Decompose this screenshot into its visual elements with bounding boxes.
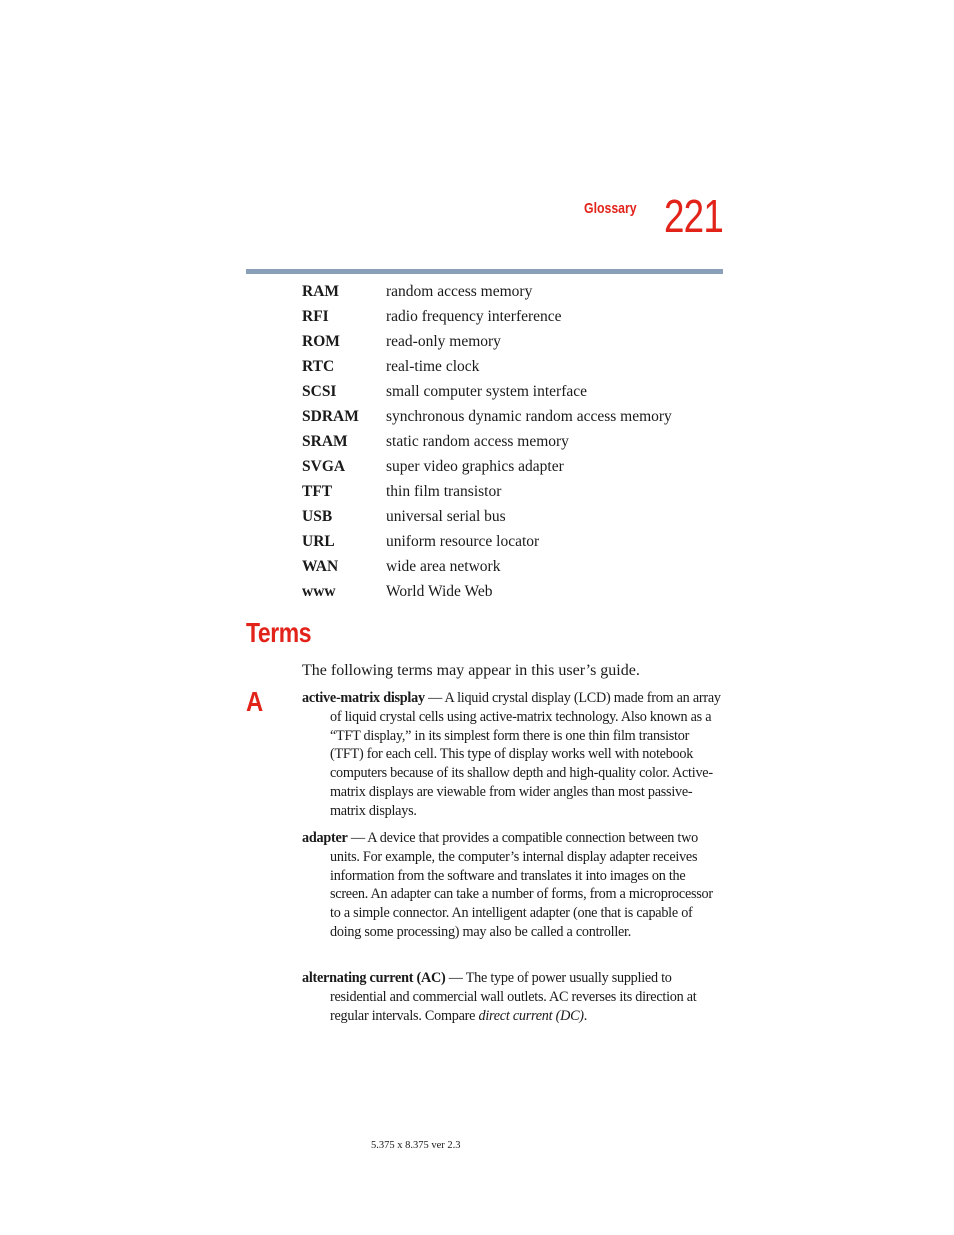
acronym-row: [302, 483, 722, 508]
acronym-definition: universal serial bus: [386, 508, 506, 525]
acronym-row: [302, 558, 722, 583]
acronym-row: [302, 433, 722, 458]
acronym-definition: small computer system interface: [386, 383, 588, 400]
acronym-definition: wide area network: [386, 558, 501, 575]
acronym-row: [302, 358, 722, 383]
acronym-term: USB: [302, 508, 333, 525]
terms-heading: Terms: [246, 617, 312, 648]
glossary-definition: — A device that provides a compatible connection between two units. For example, the computer’s internal display adapter receives information from the software and translates it into images on the screen. An adapter can take a number of forms, from a microprocessor to a simple connector. An intelligent adapter (one that is capable of doing some processing) may also be called a controller.: [330, 830, 713, 940]
page-number: 221: [664, 190, 723, 242]
acronym-definition: random access memory: [386, 283, 533, 300]
acronym-definition: World Wide Web: [386, 583, 493, 600]
acronym-row: [302, 308, 722, 333]
acronym-row: [302, 333, 722, 358]
acronym-row: [302, 583, 722, 608]
acronym-row: [302, 408, 722, 433]
acronym-term: ROM: [302, 333, 340, 350]
glossary-definition-end: .: [583, 1007, 588, 1024]
glossary-entry: [302, 829, 722, 942]
terms-intro: The following terms may appear in this user’s guide.: [302, 662, 640, 679]
acronym-row: [302, 383, 722, 408]
header-rule: [246, 269, 723, 274]
alphabet-letter-marker: A: [246, 686, 264, 717]
acronym-term: WAN: [302, 558, 339, 575]
acronym-definition: radio frequency interference: [386, 308, 562, 325]
header-section-title: Glossary: [584, 200, 637, 217]
acronym-term: RTC: [302, 358, 335, 375]
glossary-definition: — The type of power usually supplied to residential and commercial wall outlets. AC reverses its direction at regular intervals. Compare: [330, 970, 697, 1024]
acronym-definition: uniform resource locator: [386, 533, 540, 550]
glossary-term: alternating current (AC): [302, 970, 446, 986]
acronym-term: www: [302, 583, 336, 600]
page-footer: 5.375 x 8.375 ver 2.3: [371, 1140, 461, 1151]
glossary-term: active-matrix display: [302, 690, 425, 706]
acronym-term: SVGA: [302, 458, 346, 475]
acronym-term: SRAM: [302, 433, 348, 450]
acronym-row: [302, 508, 722, 533]
acronym-definition: synchronous dynamic random access memory: [386, 408, 672, 425]
acronym-term: SDRAM: [302, 408, 359, 425]
acronym-definition: super video graphics adapter: [386, 458, 564, 475]
acronym-row: [302, 458, 722, 483]
acronym-list: [302, 283, 722, 608]
acronym-definition: thin film transistor: [386, 483, 502, 500]
acronym-definition: real-time clock: [386, 358, 480, 375]
glossary-entry: [302, 969, 722, 1025]
acronym-term: SCSI: [302, 383, 337, 400]
acronym-row: [302, 533, 722, 558]
acronym-term: TFT: [302, 483, 333, 500]
acronym-definition: read-only memory: [386, 333, 501, 350]
cross-reference: direct current (DC): [478, 1007, 584, 1024]
acronym-definition: static random access memory: [386, 433, 569, 450]
acronym-term: RAM: [302, 283, 340, 300]
acronym-row: [302, 283, 722, 308]
glossary-entry: [302, 689, 722, 821]
acronym-term: RFI: [302, 308, 329, 325]
acronym-term: URL: [302, 533, 335, 550]
glossary-definition: — A liquid crystal display (LCD) made from an array of liquid crystal cells using active-matrix technology. Also known as a “TFT display,” in its simplest form there is one thin film transistor (TFT) for each cell. This type of display works well with notebook computers because of its shallow depth and high-quality color. Active-matrix displays are viewable from wider angles than most passive-matrix displays.: [330, 690, 721, 819]
glossary-term: adapter: [302, 830, 348, 846]
